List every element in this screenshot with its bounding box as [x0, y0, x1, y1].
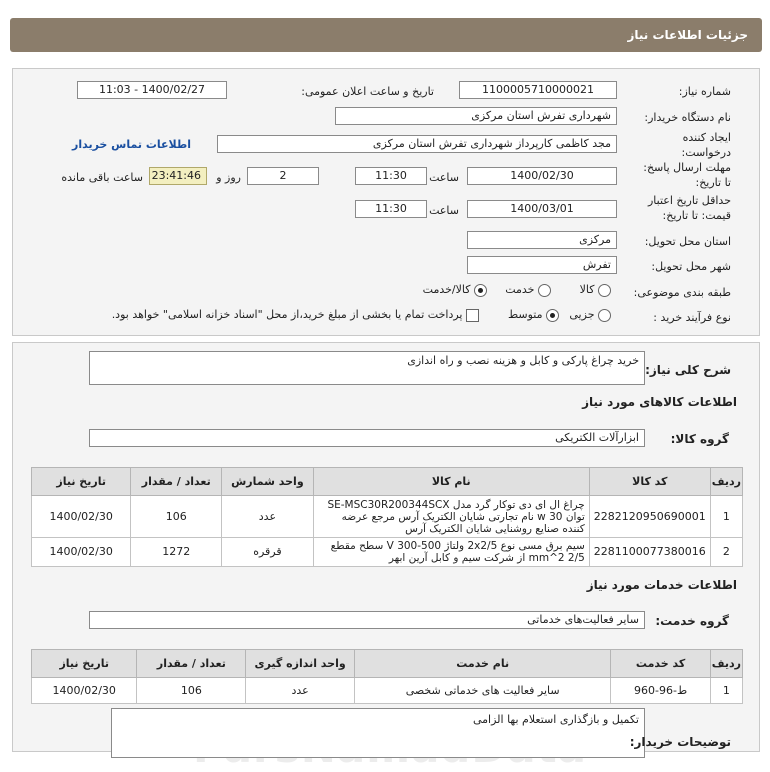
column-header: واحد شمارش: [222, 468, 314, 496]
category-label: طبقه بندی موضوعی:: [633, 286, 731, 299]
column-header: تاریخ نیاز: [32, 650, 137, 678]
goods-name: سیم برق مسی نوع 2x2/5 ولتاژ 500-300 V سطح مقطع 2/5 mm^2 از شرکت سیم و کابل آرین ابهر: [313, 538, 589, 567]
service-code: ط-96-960: [611, 678, 710, 704]
remaining-time-field: 23:41:46: [149, 167, 207, 185]
process-type-label: نوع فرآیند خرید :: [653, 311, 731, 324]
services-table-header: [32, 650, 743, 678]
goods-unit: عدد: [222, 496, 314, 538]
goods-quantity: 106: [131, 496, 222, 538]
goods-quantity: 1272: [131, 538, 222, 567]
goods-need-date: 1400/02/30: [32, 538, 131, 567]
treasury-payment-option[interactable]: پرداخت تمام یا بخشی از مبلغ خرید،از محل "اسناد خزانه اسلامی" خواهد بود.: [112, 308, 479, 322]
goods-need-date: 1400/02/30: [32, 496, 131, 538]
checkbox-icon[interactable]: [466, 309, 479, 322]
announce-label: تاریخ و ساعت اعلان عمومی:: [301, 85, 434, 98]
province-label: استان محل تحویل:: [644, 235, 731, 248]
goods-group-field[interactable]: ابزارآلات الکتریکی: [89, 429, 645, 447]
price-validity-label-1: حداقل تاریخ اعتبار: [647, 194, 731, 207]
reply-time-field[interactable]: 11:30: [355, 167, 427, 185]
page-title: جزئیات اطلاعات نیاز: [10, 18, 762, 52]
category-option-goods-service[interactable]: کالا/خدمت: [423, 283, 487, 297]
goods-section-title: اطلاعات کالاهای مورد نیاز: [582, 395, 737, 409]
column-header: تعداد / مقدار: [137, 650, 246, 678]
buyer-contact-link[interactable]: اطلاعات تماس خریدار: [71, 138, 191, 151]
reply-time-label: ساعت: [429, 171, 459, 184]
buyer-notes-field[interactable]: تکمیل و بازگذاری استعلام بها الزامی: [111, 708, 645, 758]
service-quantity: 106: [137, 678, 246, 704]
process-option-minor[interactable]: جزیی: [569, 308, 611, 322]
need-number-field[interactable]: 1100005710000021: [459, 81, 617, 99]
days-label: روز و: [216, 171, 241, 184]
remaining-time-label: ساعت باقی مانده: [61, 171, 143, 184]
province-field[interactable]: مرکزی: [467, 231, 617, 249]
column-header: واحد اندازه گیری: [246, 650, 355, 678]
process-option-medium[interactable]: متوسط: [508, 308, 559, 322]
column-header: تعداد / مقدار: [131, 468, 222, 496]
goods-table: [31, 467, 743, 567]
service-name: سایر فعالیت های خدماتی شخصی: [354, 678, 610, 704]
service-group-label: گروه خدمت:: [655, 614, 729, 628]
column-header: تاریخ نیاز: [32, 468, 131, 496]
creator-label-1: ایجاد کننده: [682, 131, 731, 144]
row-index: 1: [710, 678, 742, 704]
buyer-notes-label: توضیحات خریدار:: [629, 735, 731, 749]
table-row[interactable]: [32, 496, 743, 538]
column-header: نام کالا: [313, 468, 589, 496]
service-need-date: 1400/02/30: [32, 678, 137, 704]
summary-label: شرح کلی نیاز:: [645, 363, 731, 377]
table-row[interactable]: [32, 678, 743, 704]
radio-selected-icon[interactable]: [546, 309, 559, 322]
goods-name: چراغ ال ای دی توکار گرد مدل SE-MSC30R200344SCX توان 30 w نام تجارتی شایان الکتریک آرس مرجع عرضه کننده صنایع روشنایی شایان الکتریک آرس: [313, 496, 589, 538]
creator-field[interactable]: مجد کاظمی کارپرداز شهرداری تفرش استان مرکزی: [217, 135, 617, 153]
reply-deadline-label-2: تا تاریخ:: [695, 176, 731, 189]
price-validity-label-2: قیمت: تا تاریخ:: [662, 209, 731, 222]
validity-time-field[interactable]: 11:30: [355, 200, 427, 218]
radio-selected-icon[interactable]: [474, 284, 487, 297]
service-unit: عدد: [246, 678, 355, 704]
need-info-panel: [12, 68, 760, 336]
column-header: کد خدمت: [611, 650, 710, 678]
buyer-org-label: نام دستگاه خریدار:: [644, 111, 731, 124]
column-header: کد کالا: [589, 468, 710, 496]
table-row[interactable]: [32, 538, 743, 567]
goods-code: 2281100077380016: [589, 538, 710, 567]
remaining-days-field[interactable]: 2: [247, 167, 319, 185]
radio-icon[interactable]: [538, 284, 551, 297]
reply-date-field[interactable]: 1400/02/30: [467, 167, 617, 185]
reply-deadline-label-1: مهلت ارسال پاسخ:: [643, 161, 731, 174]
column-header: ردیف: [710, 650, 742, 678]
services-table: [31, 649, 743, 704]
category-option-goods[interactable]: کالا: [580, 283, 611, 297]
radio-icon[interactable]: [598, 284, 611, 297]
column-header: ردیف: [710, 468, 742, 496]
category-option-service[interactable]: خدمت: [505, 283, 551, 297]
service-group-field[interactable]: سایر فعالیت‌های خدماتی: [89, 611, 645, 629]
city-label: شهر محل تحویل:: [651, 260, 731, 273]
goods-code: 2282120950690001: [589, 496, 710, 538]
radio-icon[interactable]: [598, 309, 611, 322]
buyer-org-field[interactable]: شهرداری تفرش استان مرکزی: [335, 107, 617, 125]
city-field[interactable]: تفرش: [467, 256, 617, 274]
need-details-panel: [12, 342, 760, 752]
validity-time-label: ساعت: [429, 204, 459, 217]
row-index: 1: [710, 496, 742, 538]
summary-field[interactable]: خرید چراغ پارکی و کابل و هزینه نصب و راه اندازی: [89, 351, 645, 385]
services-section-title: اطلاعات خدمات مورد نیاز: [586, 578, 737, 592]
goods-group-label: گروه کالا:: [670, 432, 729, 446]
goods-table-header: [32, 468, 743, 496]
announce-field[interactable]: 1400/02/27 - 11:03: [77, 81, 227, 99]
goods-unit: قرقره: [222, 538, 314, 567]
creator-label-2: درخواست:: [681, 146, 731, 159]
column-header: نام خدمت: [354, 650, 610, 678]
need-number-label: شماره نیاز:: [678, 85, 731, 98]
row-index: 2: [710, 538, 742, 567]
validity-date-field[interactable]: 1400/03/01: [467, 200, 617, 218]
